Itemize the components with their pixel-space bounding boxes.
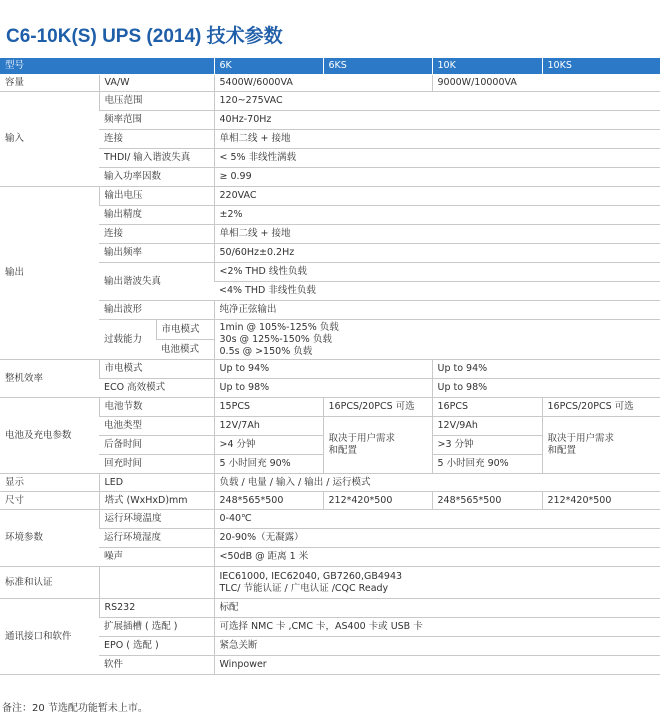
- overload-line-1: 1min @ 105%-125% 负载: [219, 321, 339, 333]
- value-cell: 50/60Hz±0.2Hz: [214, 244, 660, 263]
- value-cell: 212*420*500: [542, 492, 660, 510]
- param-sublabel: 电池模式: [156, 340, 214, 360]
- value-cell: 可选择 NMC 卡 ,CMC 卡，AS400 卡或 USB 卡: [214, 618, 660, 637]
- value-cell: 5 小时回充 90%: [214, 455, 323, 474]
- header-10ks: 10KS: [542, 58, 660, 75]
- param-label: 输出精度: [99, 206, 214, 225]
- table-row: [0, 529, 660, 548]
- value-cell: 16PCS: [432, 398, 542, 417]
- param-label: 连接: [99, 130, 214, 149]
- value-cell: 5 小时回充 90%: [432, 455, 542, 474]
- group-display: 显示: [0, 474, 99, 492]
- param-label: 塔式 (WxHxD)mm: [99, 492, 214, 510]
- value-cell-custom-10ks: [542, 417, 660, 474]
- param-label: 频率范围: [99, 111, 214, 130]
- group-size: 尺寸: [0, 492, 99, 510]
- value-cell: 9000W/10000VA: [432, 75, 660, 92]
- header-6ks: 6KS: [323, 58, 432, 75]
- value-cell: <50dB @ 距离 1 米: [214, 548, 660, 567]
- table-row: [0, 187, 660, 206]
- value-cell: 负载 / 电量 / 输入 / 输出 / 运行模式: [214, 474, 660, 492]
- table-row: [0, 637, 660, 656]
- header-6k: 6K: [214, 58, 323, 75]
- custom-line-2: 和配置: [547, 445, 577, 456]
- table-row: [0, 301, 660, 320]
- param-label: 市电模式: [99, 360, 214, 379]
- value-cell: Winpower: [214, 656, 660, 675]
- value-cell: 212*420*500: [323, 492, 432, 510]
- table-row: [0, 244, 660, 263]
- standards-line-2: TLC/ 节能认证 / 广电认证 /CQC Ready: [219, 582, 389, 594]
- value-cell: Up to 98%: [214, 379, 432, 398]
- group-input: 输入: [0, 92, 99, 187]
- value-cell: 20-90%（无凝露）: [214, 529, 660, 548]
- page-title: C6-10K(S) UPS (2014) 技术参数: [6, 26, 283, 47]
- value-cell: 40Hz-70Hz: [214, 111, 660, 130]
- value-cell: >4 分钟: [214, 436, 323, 455]
- table-row: [0, 379, 660, 398]
- value-cell: ≥ 0.99: [214, 168, 660, 187]
- value-cell-custom-6ks: [323, 417, 432, 474]
- table-row: [0, 320, 660, 340]
- value-cell: 0-40℃: [214, 510, 660, 529]
- table-row: [0, 417, 660, 436]
- value-cell: 120~275VAC: [214, 92, 660, 111]
- value-cell: 16PCS/20PCS 可选: [323, 398, 432, 417]
- standards-line-1: IEC61000, IEC62040, GB7260,GB4943: [219, 570, 403, 582]
- param-label-empty: [99, 567, 214, 599]
- param-label: 连接: [99, 225, 214, 244]
- table-row: [0, 263, 660, 282]
- value-cell: ±2%: [214, 206, 660, 225]
- spec-table: [0, 58, 660, 675]
- custom-line-1: 取决于用户需求: [547, 433, 615, 444]
- table-row: [0, 168, 660, 187]
- value-cell: 16PCS/20PCS 可选: [542, 398, 660, 417]
- table-row: [0, 474, 660, 492]
- param-label: 输出波形: [99, 301, 214, 320]
- group-comm: 通讯接口和软件: [0, 599, 99, 675]
- param-label: ECO 高效模式: [99, 379, 214, 398]
- value-cell: 220VAC: [214, 187, 660, 206]
- param-label: 噪声: [99, 548, 214, 567]
- value-cell: Up to 98%: [432, 379, 660, 398]
- param-label: 回充时间: [99, 455, 214, 474]
- param-label: 电池节数: [99, 398, 214, 417]
- overload-line-2: 30s @ 125%-150% 负载: [219, 333, 332, 345]
- param-label: RS232: [99, 599, 214, 618]
- param-label: 输出谐波失真: [99, 263, 214, 301]
- value-cell: 单相二线 + 接地: [214, 225, 660, 244]
- param-label: 运行环境湿度: [99, 529, 214, 548]
- table-row: [0, 225, 660, 244]
- param-label: EPO ( 选配 ): [99, 637, 214, 656]
- param-label: 运行环境温度: [99, 510, 214, 529]
- value-cell: 5400W/6000VA: [214, 75, 432, 92]
- value-cell: <2% THD 线性负载: [214, 263, 660, 282]
- value-cell: 纯净正弦输出: [214, 301, 660, 320]
- table-row: [0, 398, 660, 417]
- custom-line-1: 取决于用户需求: [328, 433, 396, 444]
- table-row: [0, 618, 660, 637]
- table-row: [0, 492, 660, 510]
- param-label: 电压范围: [99, 92, 214, 111]
- group-capacity: 容量: [0, 75, 99, 92]
- table-row: [0, 111, 660, 130]
- param-label: 后备时间: [99, 436, 214, 455]
- value-cell: 12V/9Ah: [432, 417, 542, 436]
- param-label: 电池类型: [99, 417, 214, 436]
- table-row: [0, 206, 660, 225]
- table-row: [0, 656, 660, 675]
- overload-line-3: 0.5s @ >150% 负载: [219, 345, 313, 357]
- table-row: [0, 548, 660, 567]
- param-label: THDI/ 输入谐波失真: [99, 149, 214, 168]
- header-10k: 10K: [432, 58, 542, 75]
- param-label: 软件: [99, 656, 214, 675]
- footnote: 备注：20 节选配功能暂未上市。: [2, 703, 148, 714]
- value-cell: [214, 320, 660, 360]
- param-label: 扩展插槽 ( 选配 ): [99, 618, 214, 637]
- table-row: [0, 130, 660, 149]
- value-cell: [214, 567, 660, 599]
- param-label: VA/W: [99, 75, 214, 92]
- table-row: [0, 92, 660, 111]
- param-label: 输出频率: [99, 244, 214, 263]
- value-cell: 单相二线 + 接地: [214, 130, 660, 149]
- value-cell: >3 分钟: [432, 436, 542, 455]
- header-model: 型号: [0, 58, 214, 75]
- value-cell: 12V/7Ah: [214, 417, 323, 436]
- table-row: [0, 510, 660, 529]
- group-efficiency: 整机效率: [0, 360, 99, 398]
- param-label: 过载能力: [99, 320, 156, 360]
- value-cell: Up to 94%: [214, 360, 432, 379]
- group-output: 输出: [0, 187, 99, 360]
- param-label: 输出电压: [99, 187, 214, 206]
- group-environment: 环境参数: [0, 510, 99, 567]
- value-cell: <4% THD 非线性负载: [214, 282, 660, 301]
- value-cell: 紧急关断: [214, 637, 660, 656]
- value-cell: 标配: [214, 599, 660, 618]
- table-row: [0, 75, 660, 92]
- param-sublabel: 市电模式: [156, 320, 214, 340]
- table-row: [0, 360, 660, 379]
- param-label: 输入功率因数: [99, 168, 214, 187]
- value-cell: Up to 94%: [432, 360, 660, 379]
- value-cell: 248*565*500: [432, 492, 542, 510]
- custom-line-2: 和配置: [328, 445, 358, 456]
- value-cell: 15PCS: [214, 398, 323, 417]
- group-battery: 电池及充电参数: [0, 398, 99, 474]
- header-row: [0, 58, 660, 75]
- value-cell: 248*565*500: [214, 492, 323, 510]
- value-cell: < 5% 非线性满载: [214, 149, 660, 168]
- param-label: LED: [99, 474, 214, 492]
- table-row: [0, 149, 660, 168]
- group-standards: 标准和认证: [0, 567, 99, 599]
- table-row: [0, 599, 660, 618]
- table-row: [0, 567, 660, 599]
